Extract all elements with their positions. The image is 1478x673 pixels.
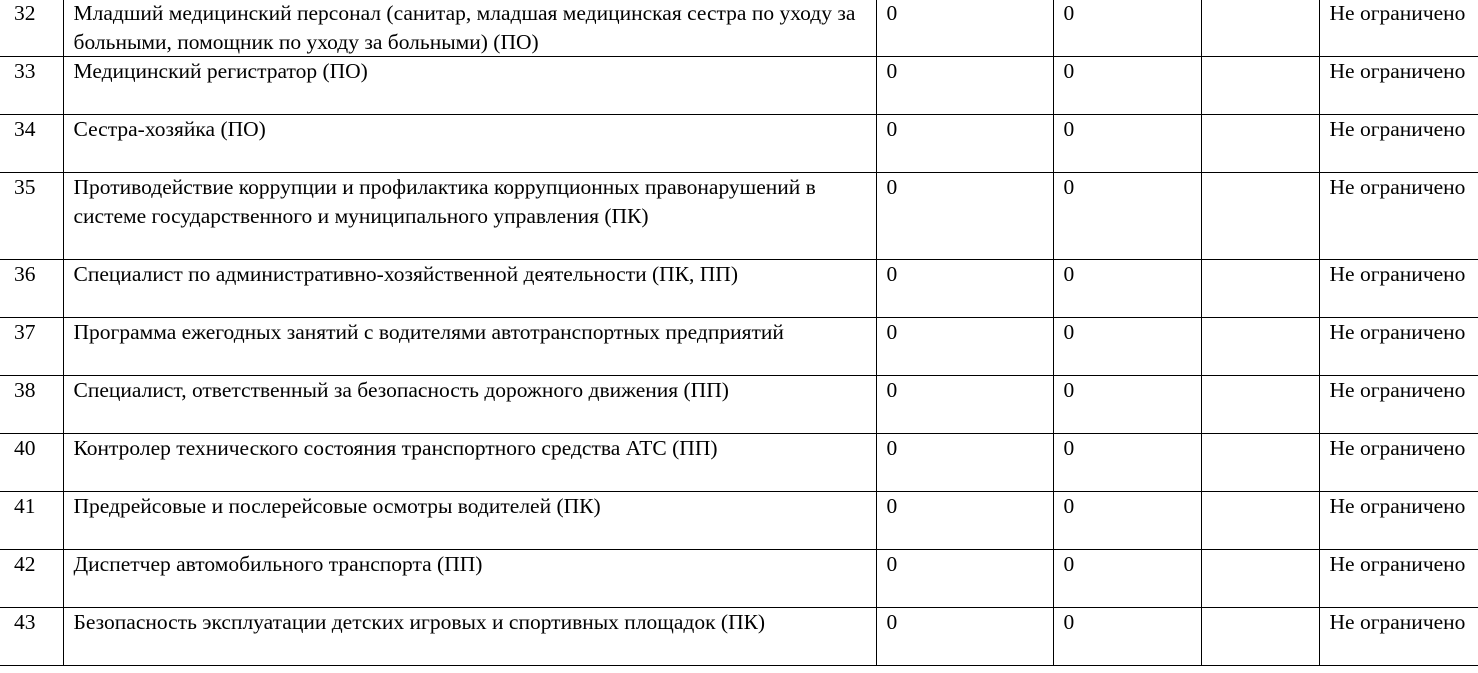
value-cell-1: 0 [876, 608, 1053, 666]
limit-cell: Не ограничено [1319, 434, 1478, 492]
row-number: 43 [0, 608, 63, 666]
row-number: 38 [0, 376, 63, 434]
value-cell-1: 0 [876, 173, 1053, 260]
value-cell-2: 0 [1053, 376, 1201, 434]
value-cell-2: 0 [1053, 173, 1201, 260]
value-cell-2: 0 [1053, 0, 1201, 57]
value-cell-2: 0 [1053, 57, 1201, 115]
value-cell-3 [1201, 0, 1319, 57]
value-cell-1: 0 [876, 318, 1053, 376]
value-cell-3 [1201, 173, 1319, 260]
value-cell-3 [1201, 608, 1319, 666]
row-number: 42 [0, 550, 63, 608]
table-row [0, 173, 1478, 260]
value-cell-2: 0 [1053, 608, 1201, 666]
table-row [0, 492, 1478, 550]
row-number: 35 [0, 173, 63, 260]
course-name: Диспетчер автомобильного транспорта (ПП) [63, 550, 876, 608]
value-cell-3 [1201, 57, 1319, 115]
value-cell-1: 0 [876, 492, 1053, 550]
row-number: 34 [0, 115, 63, 173]
row-number: 32 [0, 0, 63, 57]
value-cell-2: 0 [1053, 260, 1201, 318]
table-row [0, 376, 1478, 434]
value-cell-2: 0 [1053, 318, 1201, 376]
course-name: Программа ежегодных занятий с водителями автотранспортных предприятий [63, 318, 876, 376]
table-row [0, 115, 1478, 173]
course-name: Сестра-хозяйка (ПО) [63, 115, 876, 173]
limit-cell: Не ограничено [1319, 57, 1478, 115]
value-cell-1: 0 [876, 57, 1053, 115]
value-cell-1: 0 [876, 376, 1053, 434]
course-name: Младший медицинский персонал (санитар, младшая медицинская сестра по уходу за больными, помощник по уходу за больными) (ПО) [63, 0, 876, 57]
value-cell-3 [1201, 318, 1319, 376]
table-row [0, 608, 1478, 666]
limit-cell: Не ограничено [1319, 0, 1478, 57]
limit-cell: Не ограничено [1319, 492, 1478, 550]
course-name: Предрейсовые и послерейсовые осмотры водителей (ПК) [63, 492, 876, 550]
course-name: Противодействие коррупции и профилактика коррупционных правонарушений в системе государственного и муниципального управления (ПК) [63, 173, 876, 260]
value-cell-3 [1201, 434, 1319, 492]
row-number: 41 [0, 492, 63, 550]
table-row [0, 434, 1478, 492]
row-number: 37 [0, 318, 63, 376]
table-row [0, 57, 1478, 115]
value-cell-2: 0 [1053, 492, 1201, 550]
value-cell-3 [1201, 376, 1319, 434]
course-name: Контролер технического состояния транспортного средства АТС (ПП) [63, 434, 876, 492]
value-cell-1: 0 [876, 115, 1053, 173]
value-cell-1: 0 [876, 260, 1053, 318]
limit-cell: Не ограничено [1319, 550, 1478, 608]
course-name: Безопасность эксплуатации детских игровых и спортивных площадок (ПК) [63, 608, 876, 666]
limit-cell: Не ограничено [1319, 376, 1478, 434]
row-number: 33 [0, 57, 63, 115]
value-cell-3 [1201, 260, 1319, 318]
value-cell-1: 0 [876, 550, 1053, 608]
limit-cell: Не ограничено [1319, 260, 1478, 318]
value-cell-2: 0 [1053, 115, 1201, 173]
limit-cell: Не ограничено [1319, 318, 1478, 376]
limit-cell: Не ограничено [1319, 608, 1478, 666]
table-row [0, 0, 1478, 57]
value-cell-3 [1201, 115, 1319, 173]
value-cell-3 [1201, 550, 1319, 608]
value-cell-2: 0 [1053, 550, 1201, 608]
limit-cell: Не ограничено [1319, 115, 1478, 173]
table-row [0, 260, 1478, 318]
row-number: 36 [0, 260, 63, 318]
course-name: Специалист по административно-хозяйственной деятельности (ПК, ПП) [63, 260, 876, 318]
course-name: Медицинский регистратор (ПО) [63, 57, 876, 115]
value-cell-2: 0 [1053, 434, 1201, 492]
table-row [0, 318, 1478, 376]
course-name: Специалист, ответственный за безопасность дорожного движения (ПП) [63, 376, 876, 434]
table-row [0, 550, 1478, 608]
value-cell-3 [1201, 492, 1319, 550]
row-number: 40 [0, 434, 63, 492]
limit-cell: Не ограничено [1319, 173, 1478, 260]
value-cell-1: 0 [876, 0, 1053, 57]
value-cell-1: 0 [876, 434, 1053, 492]
